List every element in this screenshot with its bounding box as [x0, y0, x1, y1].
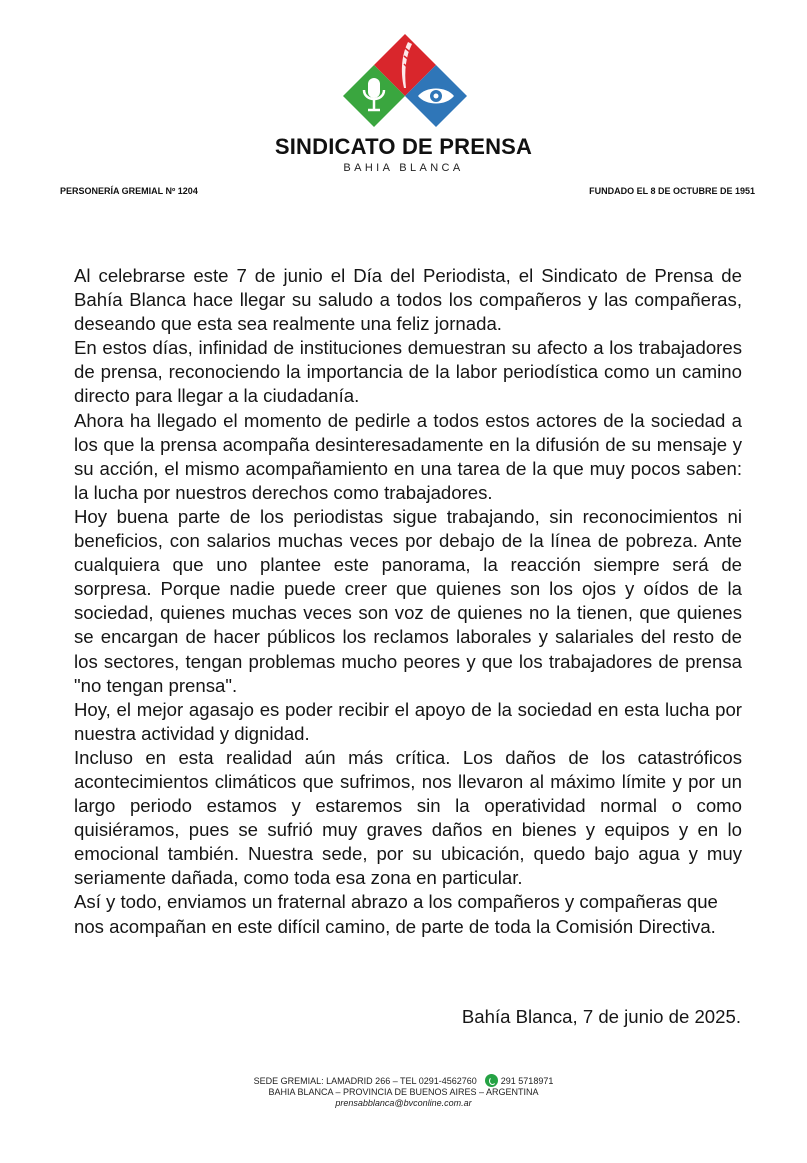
footer-whatsapp: 291 5718971 — [500, 1076, 554, 1086]
whatsapp-icon — [485, 1074, 498, 1087]
paragraph: Al celebrarse este 7 de junio el Día del Periodista, el Sindicato de Prensa de Bahía Blanca hace llegar su saludo a todos los compañeros y las compañeras, deseando que esta sea realmente una feliz jornada. — [74, 265, 742, 335]
union-logo — [338, 30, 472, 134]
paragraph: Hoy buena parte de los periodistas sigue trabajando, sin reconocimientos ni beneficios, con salarios muchas veces por debajo de la línea de pobreza. Ante cualquiera que uno plantee este panorama, la reacción siempre será de sorpresa. Porque nadie puede creer que quienes son los ojos y oídos de la sociedad, quienes muchas veces son voz de quienes no la tienen, que quienes se encargan de hacer públicos los reclamos laborales y salariales del resto de los sectores, tengan problemas mucho peores y que los trabajadores de prensa "no tengan prensa". — [74, 505, 742, 696]
union-registration: PERSONERÍA GREMIAL Nº 1204 — [60, 186, 198, 196]
footer-location: BAHIA BLANCA – PROVINCIA DE BUENOS AIRES – ARGENTINA — [268, 1087, 539, 1097]
org-city: BAHIA BLANCA — [343, 162, 464, 174]
footer-email[interactable]: prensabblanca@bvconline.com.ar — [335, 1098, 472, 1108]
paragraph: Incluso en esta realidad aún más crítica. Los daños de los catastróficos acontecimientos climáticos que sufrimos, nos llevaron al máximo límite y por un largo periodo estamos y estaremos sin la operatividad normal o como quisiéramos, pues se sufrió muy graves daños en bienes y equipos y en lo emocional también. Nuestra sede, por su ubicación, quedo bajo agua y muy seriamente dañada, como toda esa zona en particular. — [74, 746, 742, 889]
org-name: SINDICATO DE PRENSA — [274, 134, 533, 159]
paragraph: Así y todo, enviamos un fraternal abrazo a los compañeros y compañeras que nos acompañan en este difícil camino, de parte de toda la Comisión Directiva. — [74, 891, 718, 937]
paragraph: Hoy, el mejor agasajo es poder recibir el apoyo de la sociedad en esta lucha por nuestra actividad y dignidad. — [74, 698, 742, 744]
founding-date: FUNDADO EL 8 DE OCTUBRE DE 1951 — [589, 186, 755, 196]
letter-body — [74, 264, 742, 939]
footer — [0, 1074, 807, 1109]
paragraph: Ahora ha llegado el momento de pedirle a todos estos actores de la sociedad a los que la prensa acompaña desinteresadamente en la difusión de su mensaje y su acción, el mismo acompañamiento en una tarea de la que muy pocos saben: la lucha por nuestros derechos como trabajadores. — [74, 409, 742, 503]
paragraph: En estos días, infinidad de instituciones demuestran su afecto a los trabajadores de prensa, reconociendo la importancia de la labor periodística como un camino directo para llegar a la ciudadanía. — [74, 337, 742, 407]
footer-address: SEDE GREMIAL: LAMADRID 266 – TEL 0291-4562760 — [253, 1076, 477, 1086]
footer-contact-row — [0, 1074, 807, 1087]
signoff-date: Bahía Blanca, 7 de junio de 2025. — [461, 1006, 741, 1027]
